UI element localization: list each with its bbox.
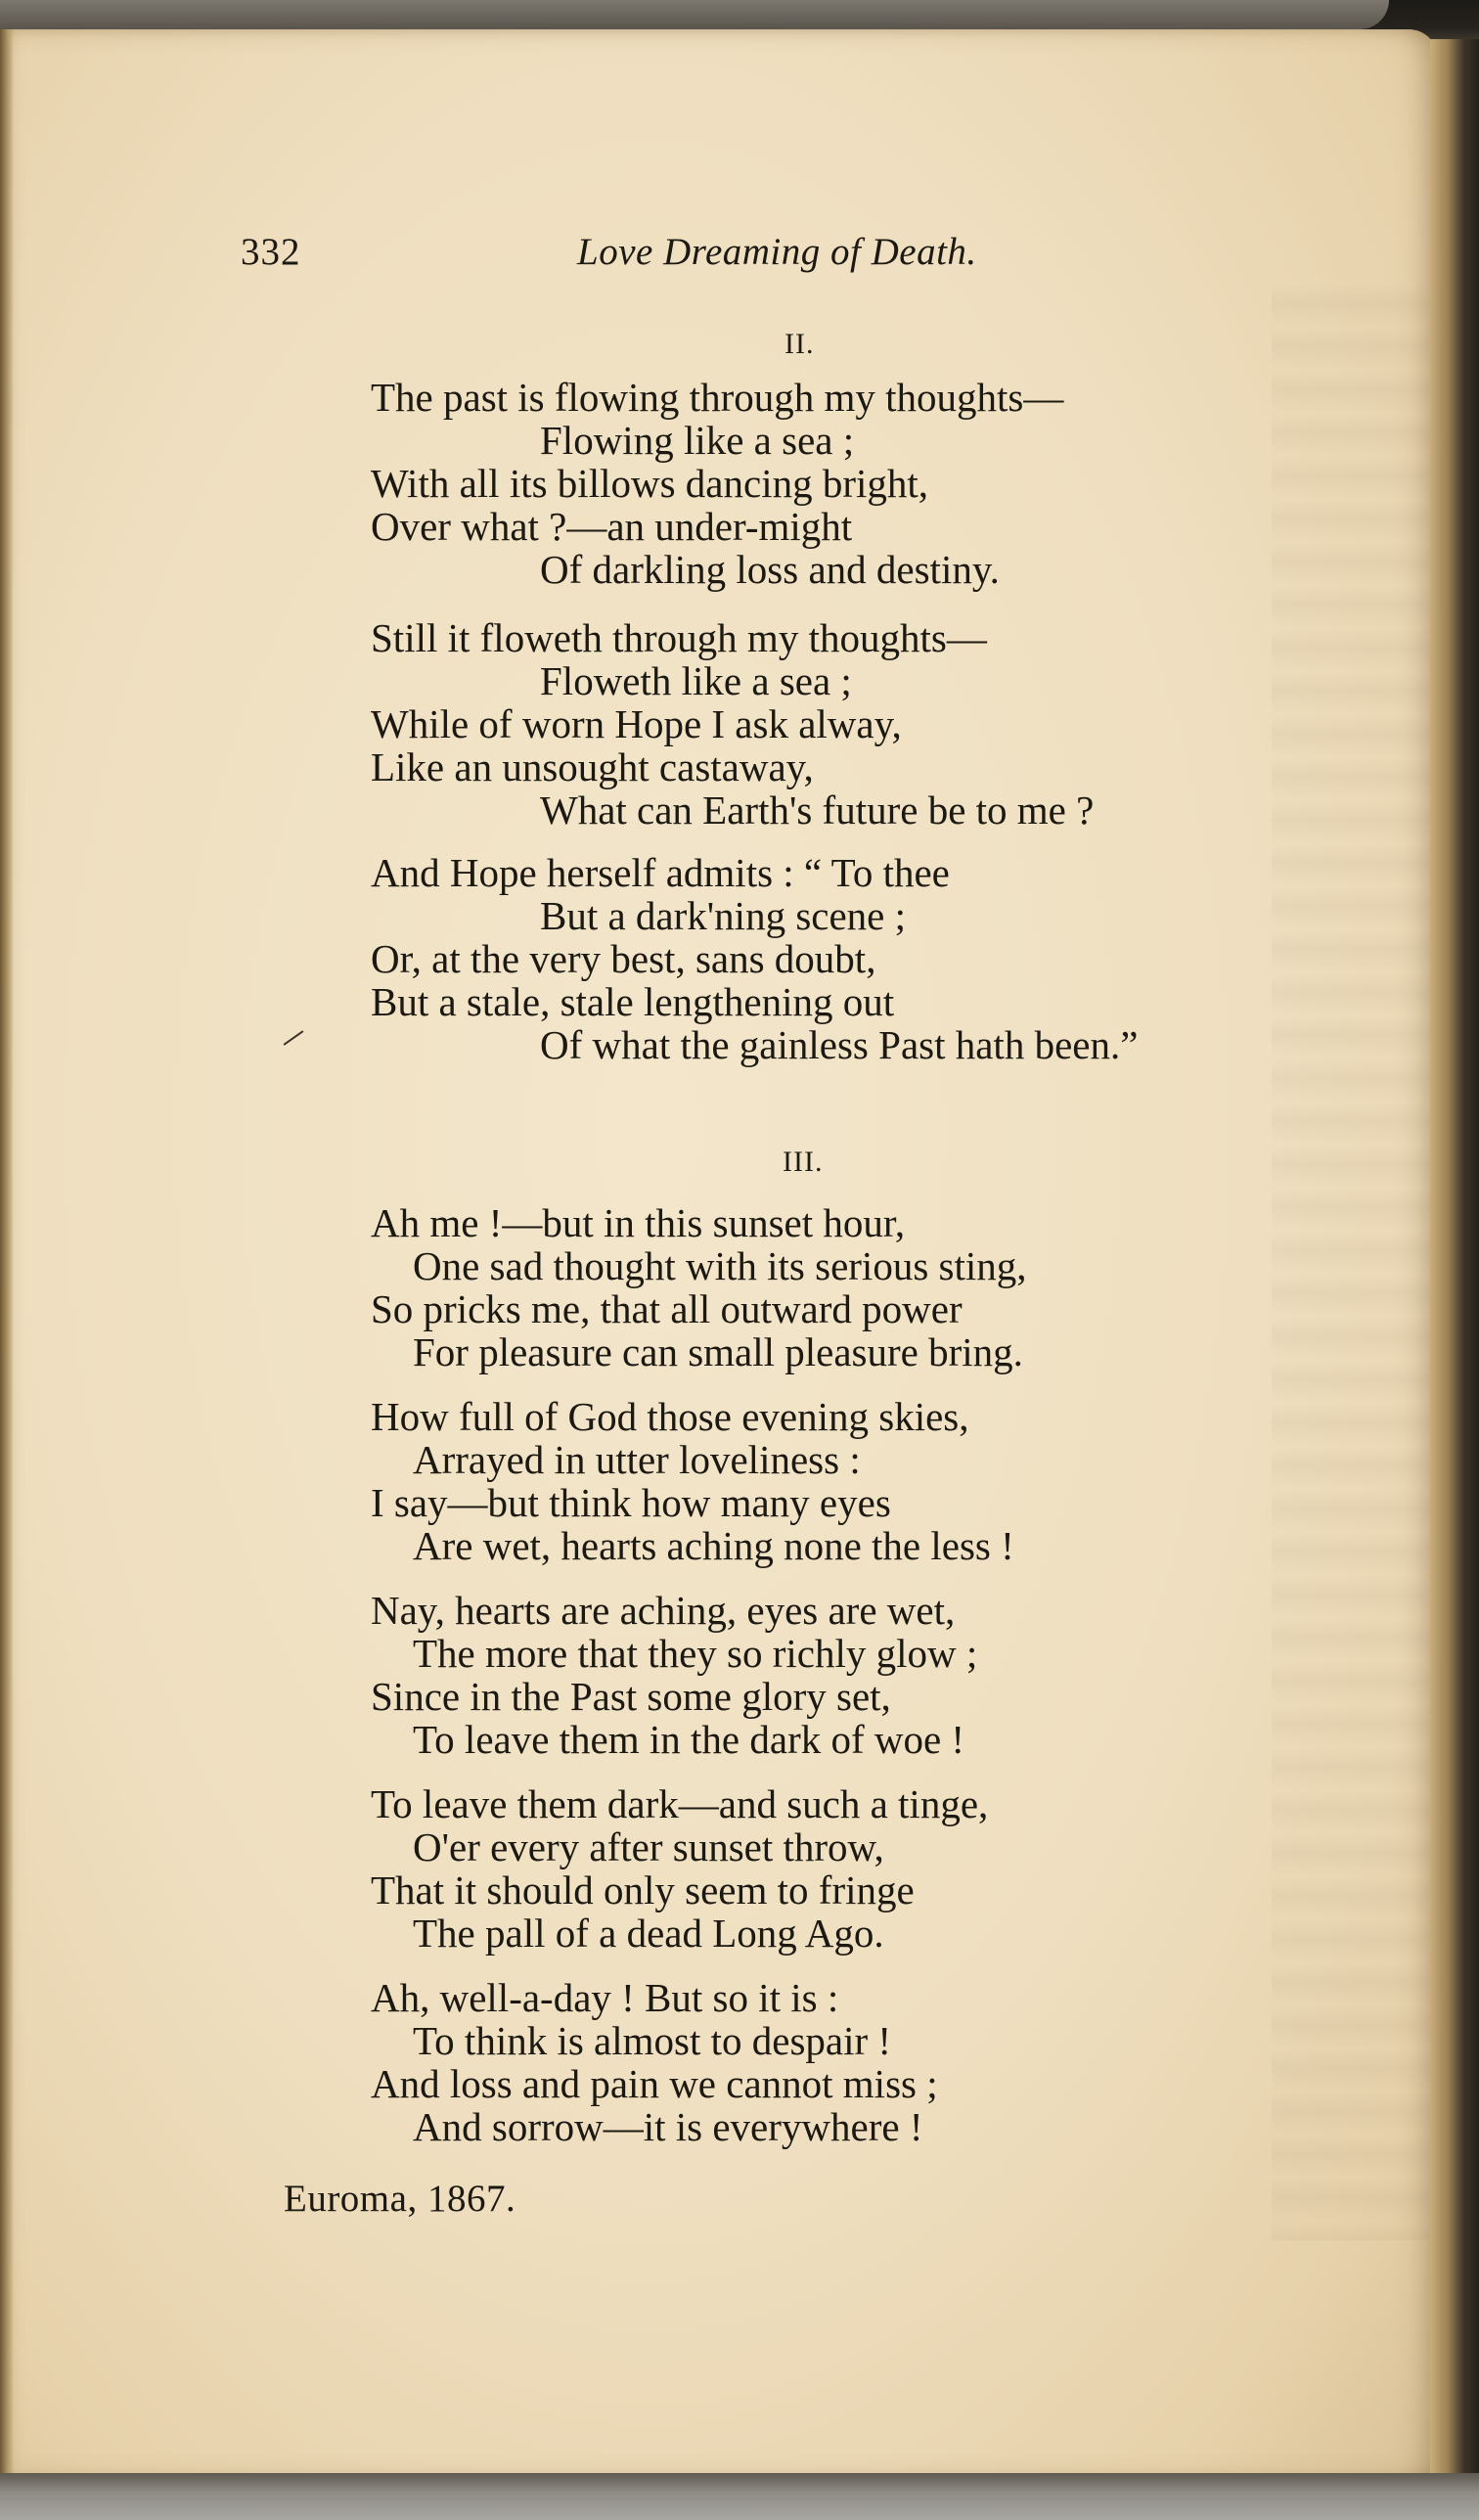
poem-line: The more that they so richly glow ; [413,1631,978,1676]
poem-line: Floweth like a sea ; [540,658,852,703]
poem-line: The past is flowing through my thoughts— [371,375,1064,420]
poem-signature: Euroma, 1867. [284,2178,516,2220]
poem-line: Over what ?—an under-might [371,504,853,549]
section-numeral-iii: III. [783,1146,824,1178]
poem-line: With all its billows dancing bright, [371,461,929,506]
poem-line: Ah me !—but in this sunset hour, [371,1200,906,1245]
poem-line: But a stale, stale lengthening out [371,979,895,1024]
page-gutter-shadow [0,29,14,2480]
poem-line: O'er every after sunset throw, [413,1824,884,1869]
page-number: 332 [241,231,301,273]
poem-line: So pricks me, that all outward power [371,1286,963,1331]
poem-line: Of what the gainless Past hath been.” [540,1022,1139,1067]
poem-line: Flowing like a sea ; [540,418,855,463]
poem-line: Ah, well-a-day ! But so it is : [371,1975,839,2020]
poem-line: To think is almost to despair ! [413,2018,892,2063]
poem-line: I say—but think how many eyes [371,1480,891,1525]
poem-line: Nay, hearts are aching, eyes are wet, [371,1588,956,1633]
poem-line: For pleasure can small pleasure bring. [413,1329,1023,1374]
poem-line: Of darkling loss and destiny. [540,547,1000,592]
book-fore-edge [1430,39,1479,2475]
running-title: Love Dreaming of Death. [577,231,977,273]
poem-line: The pall of a dead Long Ago. [413,1911,884,1956]
poem-line: Still it floweth through my thoughts— [371,615,987,660]
section-numeral-ii: II. [784,328,815,360]
poem-line: Arrayed in utter loveliness : [413,1437,861,1482]
poem-line: While of worn Hope I ask alway, [371,701,902,746]
poem-line: Or, at the very best, sans doubt, [371,936,876,981]
poem-line: Are wet, hearts aching none the less ! [413,1523,1014,1568]
poem-line: That it should only seem to fringe [371,1868,915,1912]
book-bottom-edge [0,2473,1479,2520]
poem-line: And loss and pain we cannot miss ; [371,2061,938,2106]
poem-line: What can Earth's future be to me ? [540,788,1095,832]
poem-line: And Hope herself admits : “ To thee [371,850,950,895]
poem-line: To leave them in the dark of woe ! [413,1717,965,1762]
poem-line: But a dark'ning scene ; [540,893,907,938]
poem-line: Since in the Past some glory set, [371,1674,891,1719]
show-through-texture [1272,284,1438,2240]
poem-line: To leave them dark—and such a tinge, [371,1781,989,1826]
poem-line: Like an unsought castaway, [371,744,814,789]
poem-line: One sad thought with its serious sting, [413,1243,1027,1288]
poem-line: And sorrow—it is everywhere ! [413,2104,923,2149]
poem-line: How full of God those evening skies, [371,1394,969,1439]
